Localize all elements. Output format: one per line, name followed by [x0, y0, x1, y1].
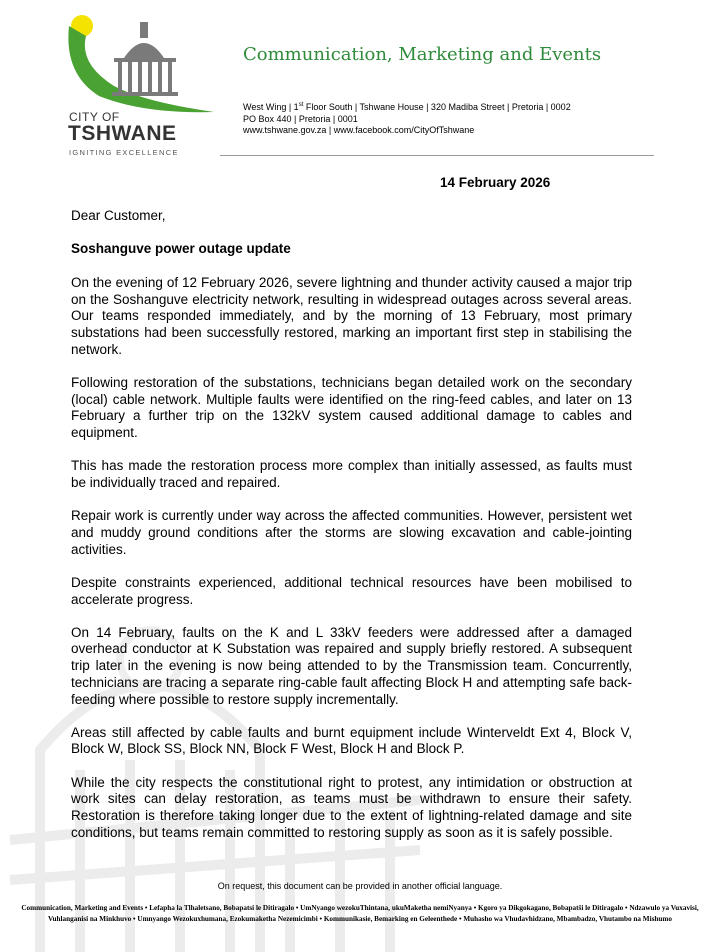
address-line-1-end: Floor South | Tshwane House | 320 Madiba Street | Pretoria | 0002	[303, 102, 571, 112]
paragraph: Repair work is currently under way across the affected communities. However, persistent wet and muddy ground conditions after the storms are slowing excavation and cable-jointing activities.	[71, 508, 632, 557]
letter-subject: Soshanguve power outage update	[71, 241, 291, 256]
paragraph: Areas still affected by cable faults and burnt equipment include Winterveldt Ext 4, Block V, Block W, Block SS, Block NN, Block F West, Block H and Block P.	[71, 724, 632, 757]
language-request-note: On request, this document can be provided in another official language.	[217, 881, 503, 891]
paragraph: While the city respects the constitutional right to protest, any intimidation or obstruction at work sites can delay restoration, as teams must be withdrawn to ensure their safety. Restoration is therefore taking longer due to the extent of lightning-related damage and site conditions, but teams remain committed to restoring supply as soon as it is safely possible.	[71, 774, 632, 840]
paragraph: This has made the restoration process more complex than initially assessed, as faults must be individually traced and repaired.	[71, 458, 632, 491]
city-hall-emblem-icon	[64, 14, 224, 114]
paragraph: On 14 February, faults on the K and L 33kV feeders were addressed after a damaged overhead conductor at K Substation was repaired and supply briefly restored. A subsequent trip later in the evening is now being attended to by the Transmission team. Concurrently, technicians are tracing a separate ring-cable fault affecting Block H and attempting safe back-feeding where possible to restore supply incrementally.	[71, 624, 632, 707]
address-line-2: PO Box 440 | Pretoria | 0001	[243, 114, 358, 124]
logo-tshwane: TSHWANE	[68, 122, 177, 145]
address-ordinal-suffix: st	[298, 102, 304, 108]
address-line-1-start: West Wing | 1	[243, 102, 299, 112]
letter-date: 14 February 2026	[440, 175, 551, 190]
footer-department-names: Communication, Marketing and Events • Lefapha la Tlhaletsano, Bobapatsi le Ditiragalo • UmNyango wezokuThintana, ukuMaketha nemiNyanya • Kgoro ya Dikgokagano, Bobapatši le Ditiragalo • Ndzawulo ya Vuxavisi, Vuhlanganisi na Minkhuvo • Umnyango Wezokuxhumana, Ezokumaketha Nezemicimbi • Kommunikasie, Bemarking en Geleenthede • Muhasho wa Vhudavhidzano, Mbambadzo, Vhutambo na Mishumo	[21, 904, 699, 923]
letter-body	[71, 275, 632, 858]
paragraph: Following restoration of the substations, technicians began detailed work on the secondary (local) cable network. Multiple faults were identified on the ring-feed cables, and later on 13 February a further trip on the 132kV system caused additional damage to cables and equipment.	[71, 375, 632, 441]
logo-city-of: CITY OF	[69, 110, 120, 124]
address-line-1	[243, 102, 571, 112]
city-of-tshwane-logo	[64, 14, 224, 160]
logo-tagline: IGNITING EXCELLENCE	[69, 148, 179, 157]
website-links[interactable]: www.tshwane.gov.za | www.facebook.com/CityOfTshwane	[243, 125, 475, 135]
header-divider	[220, 155, 654, 156]
salutation: Dear Customer,	[71, 208, 166, 223]
department-title: Communication, Marketing and Events	[243, 44, 602, 65]
paragraph: On the evening of 12 February 2026, severe lightning and thunder activity caused a major trip on the Soshanguve electricity network, resulting in widespread outages across several areas. Our teams responded immediately, and by the morning of 13 February, most primary substations had been successfully restored, marking an important first step in stabilising the network.	[71, 275, 632, 357]
paragraph: Despite constraints experienced, additional technical resources have been mobilised to accelerate progress.	[71, 574, 632, 607]
